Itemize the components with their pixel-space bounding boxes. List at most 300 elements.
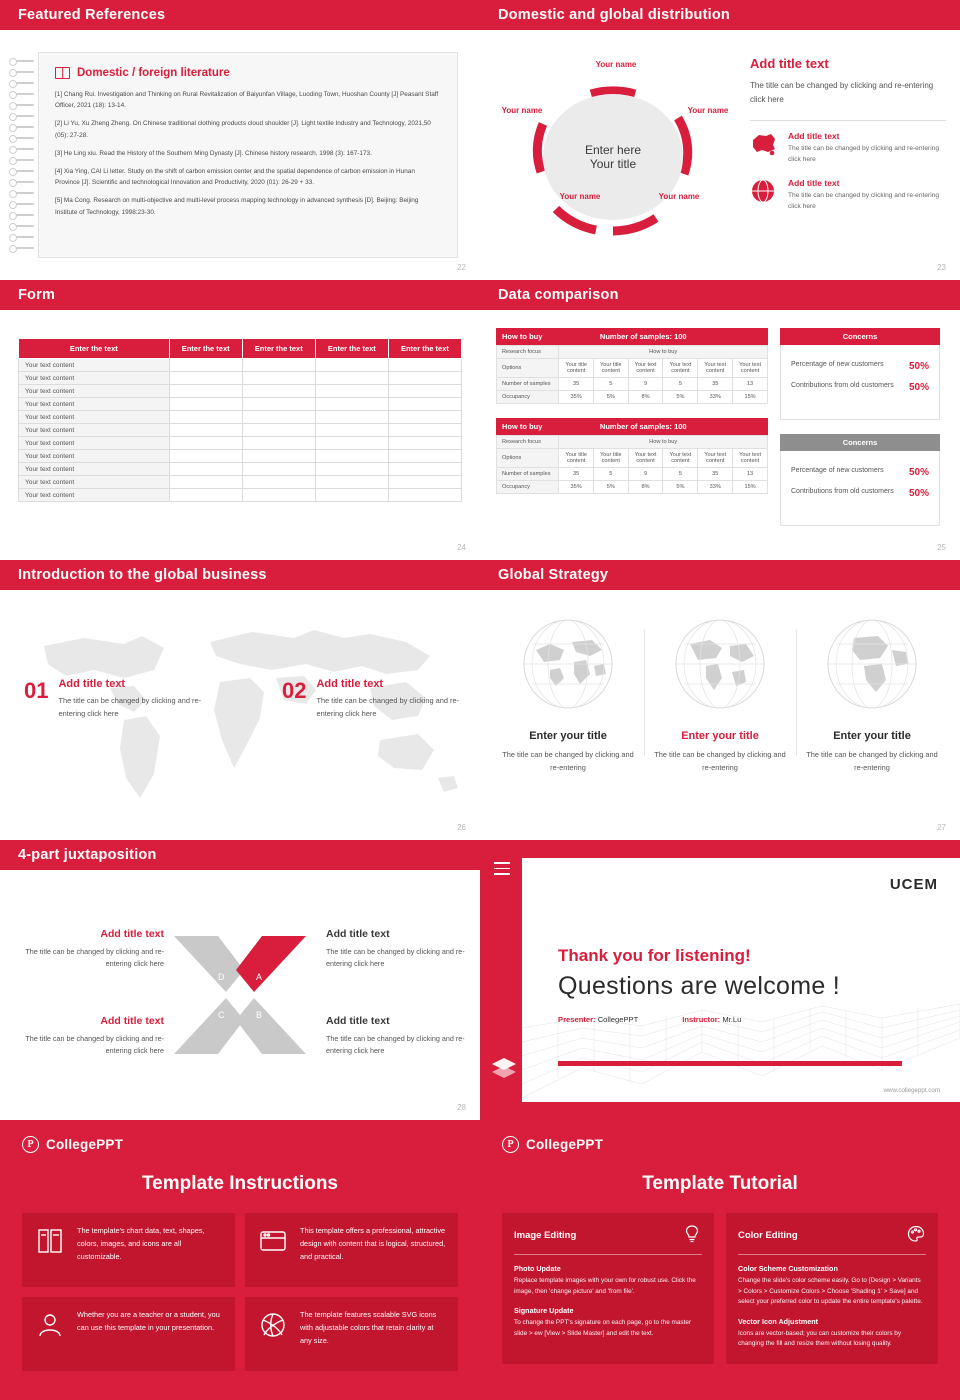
concern-value: 50% [908,361,929,372]
column-header: Enter the text [169,339,242,359]
cell: 35 [559,468,594,481]
slide-domestic-global-distribution [480,0,960,280]
item-text [316,678,480,721]
cell: Your title content [559,359,594,378]
circle-diagram [488,46,738,271]
spiral-binding-icon [12,52,38,258]
concerns-box [780,345,940,420]
center-line-2: Your title [589,157,637,171]
table-row [19,489,462,502]
mini-body: The title can be changed by clicking and re-entering click here [788,192,940,210]
cell: Your text content [733,449,768,468]
table-row [19,385,462,398]
cell: Your text content [19,359,170,372]
slide-title: Data comparison [498,287,619,303]
instruction-card [22,1297,235,1371]
table-row [19,450,462,463]
concerns-block [780,434,940,526]
item-number: 02 [282,678,307,703]
tutorial-title: Template Tutorial [642,1173,798,1194]
strategy-item [492,616,644,774]
layers-icon [490,1056,518,1082]
page-number: 23 [937,263,946,272]
row-label: Occupancy [497,391,559,404]
slide-global-strategy [480,560,960,840]
cell: 35 [698,378,733,391]
cell: 9 [628,468,663,481]
item-body: The title can be changed by clicking and re-entering click here [25,947,164,969]
x-diagram [170,930,310,1060]
concern-text: Percentage of new customers [791,361,884,368]
item-text [58,678,222,721]
cell: 5 [663,468,698,481]
cell [388,372,461,385]
cell: 15% [733,391,768,404]
slide-title: Global Strategy [498,567,609,583]
concerns-block [780,328,940,420]
references-card-title [55,67,441,79]
column-header: Enter the text [388,339,461,359]
concerns-box [780,451,940,526]
global-business-body [0,590,480,840]
instructor [682,1015,741,1024]
section-body: Replace template images with your own for robust use. Click the image, then 'change picture' and 'from file'. [514,1277,696,1295]
block-header-left: How to buy [502,332,543,341]
reference-item: [3] He Ling xiu. Read the History of the Southern Ming Dynasty [J]. Chinese history research, 1998 (3): 167-173. [55,149,372,157]
cell [388,463,461,476]
cell: Your text content [663,359,698,378]
node-label: Your name [501,106,543,115]
quadrant-item [326,1015,476,1057]
cell [388,437,461,450]
cell [242,450,315,463]
section-title: Signature Update [514,1306,574,1316]
thank-you-body [480,840,960,1120]
mini-title: Add title text [788,131,840,142]
cell: 5% [593,391,628,404]
reference-item: [1] Chang Rui. Investigation and Thinking on Rural Revitalization of Baiyunfan Village, Luoding Town, Huoshan County [J] Peasant Staff Officer, 2021 (18): 13-14. [55,91,439,110]
tutorial-cards [502,1213,938,1364]
cell: 33% [698,481,733,494]
cell [315,463,388,476]
card-heading: Image Editing [514,1230,577,1241]
strategy-body [480,590,960,774]
instructions-title: Template Instructions [141,1173,338,1194]
slide-title: Domestic and global distribution [498,7,730,23]
item-body: The title can be changed by clicking and re-entering [502,750,634,772]
presenter-label: Presenter: [558,1015,596,1024]
svg-text:D: D [218,972,225,982]
table-row [19,476,462,489]
item-title: Add title text [100,1015,164,1027]
cell: Your text content [19,489,170,502]
cell: 15% [733,481,768,494]
references-body [0,30,480,258]
panel-title: Add title text [750,56,829,71]
cell [242,424,315,437]
brand-name: CollegePPT [526,1137,604,1152]
slide-template-instructions [0,1120,480,1400]
column-header: Enter the text [19,339,170,359]
cell [315,372,388,385]
bulb-icon [682,1224,702,1247]
cell: 5% [663,391,698,404]
instructions-body [0,1120,480,1400]
cell: 35% [559,391,594,404]
concern-line [791,382,929,393]
business-items [24,678,480,721]
instruction-card [245,1213,458,1287]
slide-title: Introduction to the global business [18,567,267,583]
cell: Your title content [593,449,628,468]
cell: Research focus [497,436,559,449]
slide-global-business [0,560,480,840]
item-body: The title can be changed by clicking and re-entering click here [58,696,202,718]
section-body: Icons are vector-based; you can customize their colors by changing the fill and resize them without losing quality. [738,1329,902,1348]
item-title: Add title text [100,928,164,940]
svg-text:A: A [256,972,263,982]
cell: Your title content [559,449,594,468]
cell [169,437,242,450]
item-body: The title can be changed by clicking and re-entering click here [316,696,460,718]
palette-icon [906,1224,926,1247]
globe-icon [750,178,778,204]
tutorial-body [480,1120,960,1400]
instruction-cards [22,1213,458,1371]
mini-body: The title can be changed by clicking and re-entering click here [788,145,940,163]
concerns-column [780,328,940,526]
table-row [19,463,462,476]
cell [242,489,315,502]
thanks-line-2: Questions are welcome ! [558,972,841,1000]
slide-title: Form [18,287,56,303]
comparison-body [480,310,960,526]
presenter-row [558,1015,840,1024]
center-line-1: Enter here [584,143,642,157]
column-header: Enter the text [315,339,388,359]
table-row [19,372,462,385]
block-header-left: How to buy [502,422,543,431]
quadrant-item [14,1015,164,1057]
table-row [19,437,462,450]
cell: Your text content [19,385,170,398]
table-row [497,436,768,449]
cell [388,411,461,424]
concern-value: 50% [908,382,929,393]
tutorial-card [726,1213,938,1364]
cell [315,489,388,502]
comparison-table [496,435,768,494]
table-row [497,359,768,378]
item-title: Enter your title [833,730,911,742]
item-body: The title can be changed by clicking and re-entering click here [25,1034,164,1056]
section-title: Vector Icon Adjustment [738,1316,819,1326]
node-label: Your name [595,60,637,69]
page-number: 22 [457,263,466,272]
mini-title: Add title text [788,178,840,189]
cell [169,463,242,476]
instruction-card [22,1213,235,1287]
cell: Your text content [19,424,170,437]
thank-you-panel [522,858,960,1102]
cell [315,437,388,450]
references-card [38,52,458,258]
section-title: Photo Update [514,1264,561,1273]
slide-header [480,280,960,310]
row-label: Options [497,449,559,468]
cell: Your text content [663,449,698,468]
block-header [496,418,768,435]
table-row [19,398,462,411]
cell [388,476,461,489]
cell: Your text content [19,450,170,463]
cell [169,385,242,398]
card-text: This template offers a professional, attractive design with content that is logical, structured, and practical. [300,1226,446,1261]
cell: 33% [698,391,733,404]
accent-bar [558,1061,902,1066]
page-number: 24 [457,543,466,552]
page-number: 25 [937,543,946,552]
table-row [19,359,462,372]
item-body: The title can be changed by clicking and re-entering click here [326,947,465,969]
concern-line [791,467,929,478]
svg-text:C: C [218,1010,225,1020]
x-shape-icon [170,930,310,1060]
presenter [558,1015,638,1024]
distribution-text-panel [750,56,946,225]
cell: Your text content [698,359,733,378]
brand-mark-icon: P [502,1136,519,1153]
mini-text [788,131,946,165]
slide-header [0,280,480,310]
concern-value: 50% [908,467,929,478]
cell [242,398,315,411]
item-title: Add title text [326,928,390,940]
page-number: 27 [937,823,946,832]
brand-mark-icon: P [22,1136,39,1153]
cell [388,424,461,437]
section-body: To change the PPT's signature on each page, go to the master slide > ew [View > Slide Master] and edit the text. [514,1319,692,1337]
quadrant-item [326,928,476,970]
cell [242,372,315,385]
item-body: The title can be changed by clicking and re-entering [806,750,938,772]
concern-text: Contributions from old customers [791,382,894,389]
brand-logo [502,1136,938,1153]
globe-icon [824,616,920,712]
slide-header [480,0,960,30]
cell [169,398,242,411]
china-map-icon [750,131,778,157]
row-label: Options [497,359,559,378]
slide-title: 4-part juxtaposition [18,847,157,863]
cell: Your text content [628,359,663,378]
table-row [497,391,768,404]
concern-line [791,488,929,499]
mini-item [750,178,946,212]
distribution-body [480,30,960,280]
panel-body: The title can be changed by clicking and re-entering click here [750,81,934,104]
node-label: Your name [687,106,729,115]
section-body: Change the slide's color scheme easily. Go to [Design > Variants > Colors > Customize Colors > Choose 'Shading 1' > Save] and select your preferred color to update the entire template's palette. [738,1277,923,1306]
business-item [24,678,222,721]
row-label: Occupancy [497,481,559,494]
basketball-icon [257,1309,289,1341]
cell [315,450,388,463]
concern-value: 50% [908,488,929,499]
cell [169,359,242,372]
cell [315,411,388,424]
brand-logo [22,1136,458,1153]
item-title: Enter your title [529,730,607,742]
card-text: The template's chart data, text, shapes, colors, images, and icons are all customizable. [77,1226,205,1261]
presenter-name: CollegePPT [597,1015,639,1024]
cell [169,450,242,463]
cell [388,450,461,463]
page-number: 26 [457,823,466,832]
slide-header [480,560,960,590]
concerns-title: Concerns [780,434,940,451]
business-item [282,678,480,721]
row-label: Number of samples [497,468,559,481]
cell [388,489,461,502]
table-row [497,378,768,391]
cell [169,411,242,424]
book-icon [34,1225,66,1257]
strategy-item [644,616,796,774]
cell [169,372,242,385]
column-header: Enter the text [242,339,315,359]
cell [315,385,388,398]
block-header [496,328,768,345]
strategy-item [796,616,948,774]
cell: 13 [733,468,768,481]
slide-form [0,280,480,560]
cell: Your text content [628,449,663,468]
user-icon [34,1309,66,1341]
concern-text: Contributions from old customers [791,488,894,495]
item-title: Add title text [58,678,126,690]
globe-icon [672,616,768,712]
divider [750,120,946,121]
card-text: Whether you are a teacher or a student, you can use this template in your presentation. [77,1310,220,1332]
brand-name: CollegePPT [46,1137,124,1152]
cell [315,398,388,411]
comparison-table [496,345,768,404]
slide-featured-references [0,0,480,280]
tutorial-section [514,1306,702,1339]
form-table [18,338,462,502]
card-header [738,1224,926,1255]
table-row [497,346,768,359]
cell [315,424,388,437]
cell: Research focus [497,346,559,359]
cell: Your text content [19,411,170,424]
cell [242,463,315,476]
cell: 5 [593,468,628,481]
tutorial-section [514,1264,702,1297]
cell: How to buy [559,436,768,449]
item-body: The title can be changed by clicking and re-entering [654,750,786,772]
tutorial-section [738,1317,926,1350]
node-label: Your name [559,192,601,201]
cell: 9 [628,378,663,391]
reference-item: [4] Xia Ying, CAI Li letter. Study on the shift of carbon emission center and the spatial dependence of carbon emission in Hunan Province [J]. Scientific and technological Innovation and Productivity, 2020 (01): 26-29 + 33. [55,168,415,187]
svg-text:B: B [256,1010,263,1020]
cell [242,385,315,398]
table-header-row [19,339,462,359]
cell: 35 [559,378,594,391]
mini-text [788,178,946,212]
cell [388,398,461,411]
slide-header [0,0,480,30]
cell: How to buy [559,346,768,359]
tutorial-section [738,1264,926,1308]
table-body [19,359,462,502]
row-label: Number of samples [497,378,559,391]
table-row [497,481,768,494]
cell: Your text content [19,437,170,450]
cell [315,476,388,489]
reference-item: [2] Li Yu, Xu Zheng Zheng. On Chinese traditional clothing products cloud shoulder [J]. Light textile Industry and Technology, 2021,50 (05): 27-28. [55,120,431,139]
comparison-tables [496,328,768,526]
cell [242,476,315,489]
cell [169,476,242,489]
ucem-logo: UCEM [889,876,938,893]
slide-four-part-juxtaposition [0,840,480,1120]
thank-you-text [558,946,840,1024]
comparison-block [496,418,768,494]
cell: 8% [628,391,663,404]
item-body: The title can be changed by clicking and re-entering click here [326,1034,465,1056]
item-title: Add title text [326,1015,390,1027]
cell [315,359,388,372]
cell [242,437,315,450]
item-title: Enter your title [681,730,759,742]
slide-header [0,840,480,870]
cell: 8% [628,481,663,494]
instruction-card [245,1297,458,1371]
table-row [19,411,462,424]
hamburger-menu-icon[interactable] [494,862,510,879]
cell: 35 [698,468,733,481]
cell: Your text content [698,449,733,468]
item-title: Add title text [316,678,384,690]
cell: Your text content [19,463,170,476]
cell: 5% [593,481,628,494]
cell: Your text content [733,359,768,378]
card-text: The template features scalable SVG icons with adjustable colors that retain clarity at any size. [300,1310,437,1345]
node-label: Your name [658,192,700,201]
cell: 5 [593,378,628,391]
book-icon [55,67,70,79]
card-heading: Color Editing [738,1230,798,1241]
table-row [497,449,768,468]
cell [388,385,461,398]
slide-data-comparison [480,280,960,560]
four-part-body [0,870,480,1120]
cell [169,489,242,502]
reference-item: [5] Ma Cong. Research on multi-objective and multi-level process mapping technology in advanced synthesis [D]. Beijing: Beijing Institute of Technology, 1998:23-30. [55,197,419,216]
table-row [497,468,768,481]
block-header-right: Number of samples: 100 [599,332,687,341]
cell [388,359,461,372]
references-title-text: Domestic / foreign literature [77,67,230,79]
instructor-label: Instructor: [682,1015,721,1024]
cell [242,359,315,372]
slide-title: Featured References [18,7,166,23]
concern-line [791,361,929,372]
site-url: www.collegeppt.com [883,1087,940,1094]
